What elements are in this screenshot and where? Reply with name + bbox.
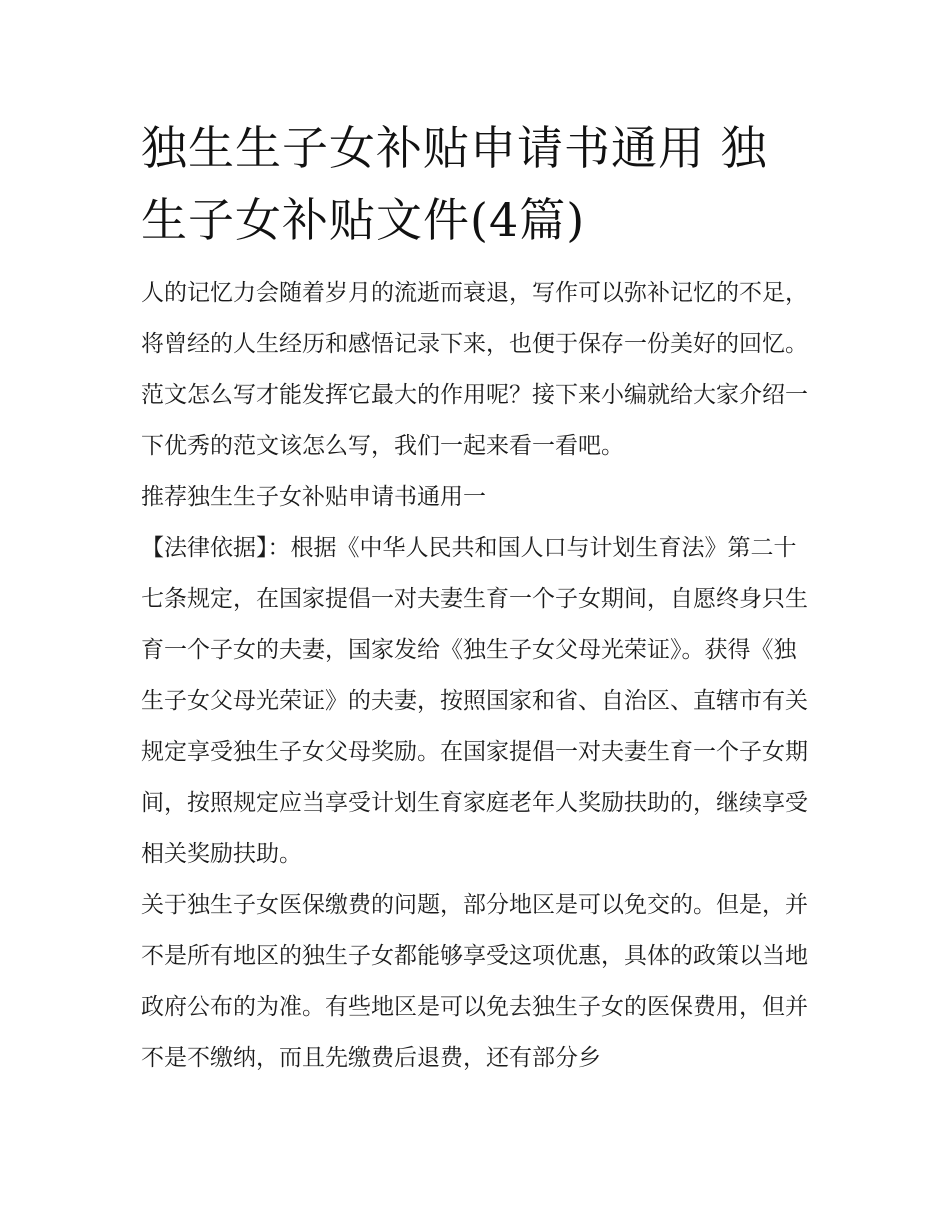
document-title: 独生生子女补贴申请书通用 独生子女补贴文件(4篇) [141,121,768,247]
intro-paragraph: 人的记忆力会随着岁月的流逝而衰退，写作可以弥补记忆的不足，将曾经的人生经历和感悟记录下来，也便于保存一份美好的回忆。范文怎么写才能发挥它最大的作用呢？接下来小编就给大家介绍一下优秀的范文该怎么写，我们一起来看一看吧。 [141,280,808,459]
legal-basis-paragraph [141,523,813,880]
medical-insurance-paragraph: 关于独生子女医保缴费的问题，部分地区是可以免交的。但是，并不是所有地区的独生子女都能够享受这项优惠，具体的政策以当地政府公布的为准。有些地区是可以免去独生子女的医保费用，但并不是不缴纳，而且先缴费后退费，还有部分乡 [141,892,808,1071]
section-heading: 推荐独生生子女补贴申请书通用一 [141,484,486,510]
document-body [141,268,813,1084]
legal-basis-label: 【法律依据】： [141,535,291,561]
legal-basis-text: 根据《中华人民共和国人口与计划生育法》第二十七条规定，在国家提倡一对夫妻生育一个子女期间，自愿终身只生育一个子女的夫妻，国家发给《独生子女父母光荣证》。获得《独生子女父母光荣证》的夫妻，按照国家和省、自治区、直辖市有关规定享受独生子女父母奖励。在国家提倡一对夫妻生育一个子女期间，按照规定应当享受计划生育家庭老年人奖励扶助的，继续享受相关奖励扶助。 [141,535,808,867]
document-content [141,112,813,1084]
